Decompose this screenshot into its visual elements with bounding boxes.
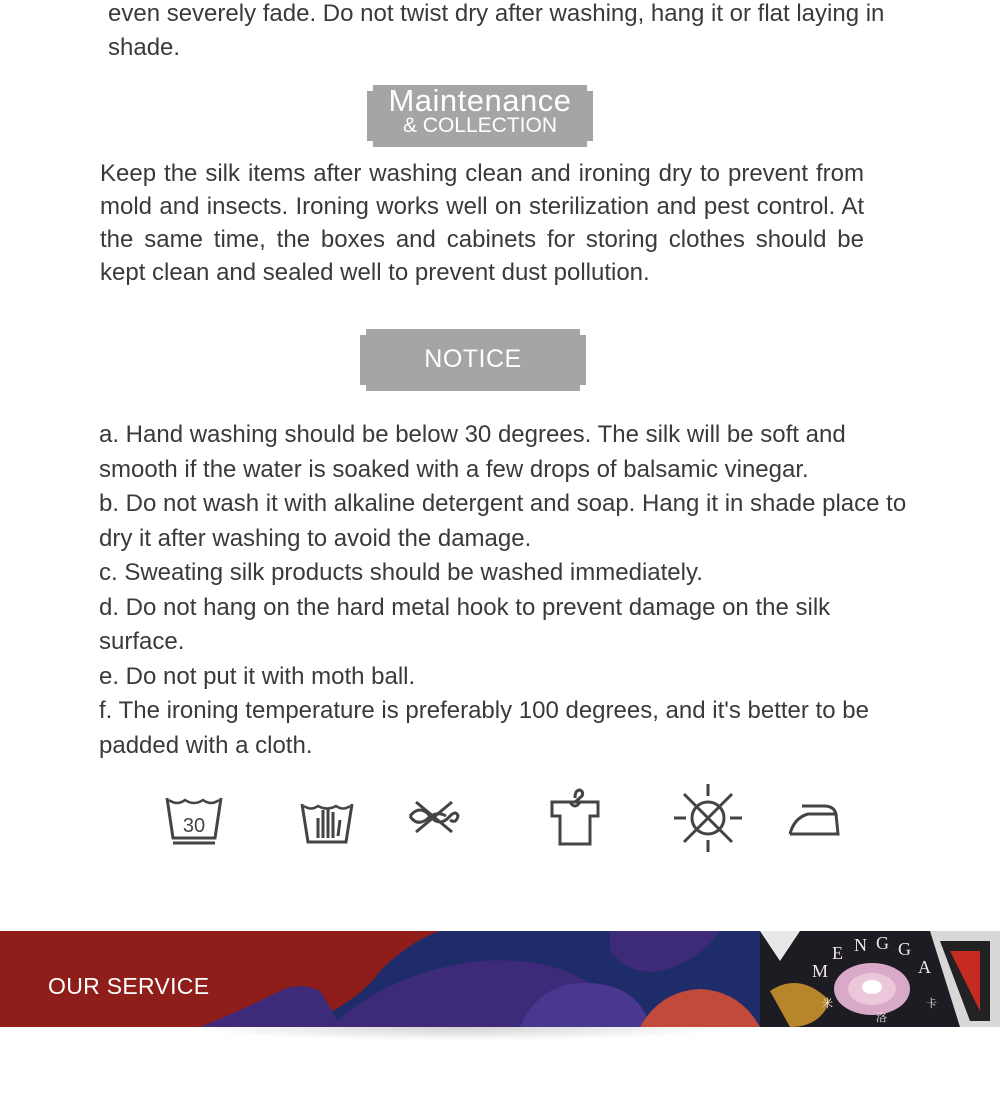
logo-letter: E: [832, 943, 843, 963]
badge-corner: [367, 141, 373, 147]
logo-cjk: 洛: [876, 1012, 887, 1024]
maintenance-paragraph: Keep the silk items after washing clean and ironing dry to prevent from mold and insects. Ironing works well on sterilization and pest control. At the same time, the boxes and cabinets for storing clothes should be kept clean and sealed well to prevent dust pollution.: [100, 160, 864, 286]
svg-text:30: 30: [182, 815, 206, 837]
badge-corner: [580, 385, 586, 391]
logo-letter: N: [854, 935, 867, 955]
our-service-banner: [0, 931, 1000, 1027]
notice-item: f. The ironing temperature is preferably 100 degrees, and it's better to be padded with a cloth.: [99, 697, 869, 759]
notice-list: [99, 418, 913, 763]
wash-30-icon: [163, 780, 225, 852]
notice-heading-badge: [360, 329, 586, 391]
logo-letter: G: [898, 939, 911, 959]
logo-letter: M: [812, 961, 829, 981]
badge-corner: [360, 329, 366, 335]
logo-cjk: 米: [822, 998, 833, 1010]
no-direct-sun-icon: [672, 780, 744, 852]
notice-item: b. Do not wash it with alkaline detergent and soap. Hang it in shade place to dry it after washing to avoid the damage.: [99, 490, 907, 552]
do-not-wring-icon: [406, 780, 462, 852]
intro-tail-paragraph: even severely fade. Do not twist dry after washing, hang it or flat laying in shade.: [108, 0, 885, 61]
our-service-label: OUR SERVICE: [48, 973, 210, 999]
notice-item: a. Hand washing should be below 30 degrees. The silk will be soft and smooth if the water is soaked with a few drops of balsamic vinegar.: [99, 421, 846, 483]
logo-letter: A: [918, 957, 931, 977]
maintenance-heading-subtitle: & COLLECTION: [402, 114, 558, 137]
badge-corner: [360, 385, 366, 391]
hand-wash-icon: [298, 780, 356, 852]
hang-dry-icon: [546, 780, 604, 852]
brand-logo: [790, 931, 960, 1027]
logo-letter: G: [876, 933, 889, 953]
notice-item: e. Do not put it with moth ball.: [99, 662, 416, 690]
badge-corner: [587, 141, 593, 147]
logo-cjk: 卡: [926, 998, 937, 1010]
notice-heading-title: NOTICE: [424, 345, 522, 373]
maintenance-heading-title: Maintenance: [388, 83, 572, 118]
iron-icon: [786, 780, 844, 852]
notice-item: c. Sweating silk products should be washed immediately.: [99, 559, 703, 586]
banner-shadow: [180, 1027, 740, 1041]
badge-corner: [580, 329, 586, 335]
notice-item: d. Do not hang on the hard metal hook to prevent damage on the silk surface.: [99, 593, 831, 655]
maintenance-heading-badge: [367, 85, 593, 147]
